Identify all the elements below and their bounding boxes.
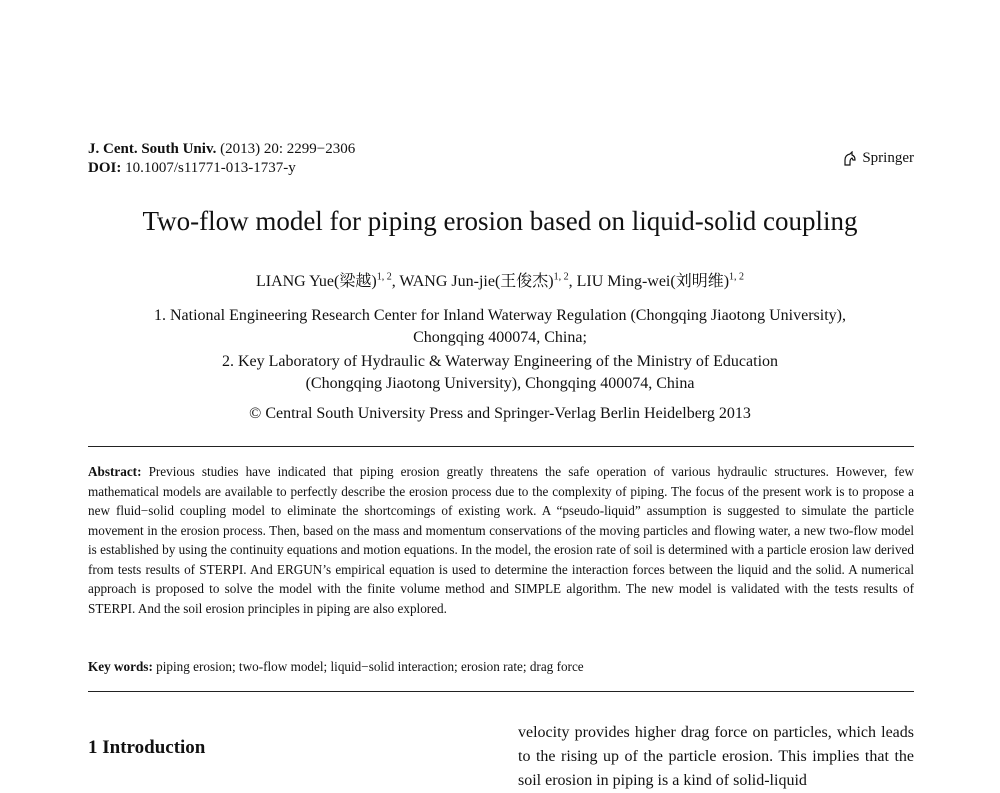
author-affiliation-marker: 1, 2 bbox=[553, 271, 569, 283]
affiliation-line: Chongqing 400074, China; bbox=[413, 329, 587, 346]
affiliation-2 bbox=[0, 351, 1000, 395]
divider bbox=[88, 691, 914, 692]
affiliation-line: (Chongqing Jiaotong University), Chongqing 400074, China bbox=[305, 375, 695, 392]
author-affiliation-marker: 1, 2 bbox=[729, 271, 745, 283]
body-text-column-2: velocity provides higher drag force on particles, which leads to the rising up of the particle erosion. This implies that the soil erosion in piping is a kind of solid-liquid bbox=[518, 724, 914, 789]
author-name: LIANG Yue(梁越) bbox=[255, 273, 377, 290]
paper-title: Two-flow model for piping erosion based on liquid-solid coupling bbox=[142, 206, 858, 236]
journal-name: J. Cent. South Univ. bbox=[88, 141, 217, 157]
author-name: WANG Jun-jie(王俊杰) bbox=[399, 273, 554, 290]
author-name: LIU Ming-wei(刘明维) bbox=[576, 273, 730, 290]
copyright-notice: © Central South University Press and Springer-Verlag Berlin Heidelberg 2013 bbox=[249, 405, 751, 422]
publisher-logo bbox=[842, 150, 914, 167]
author-list: LIANG Yue(梁越)$^{1, 2}$, WANG Jun-jie(王俊杰)$^{1, 2}$, LIU Ming-wei(刘明维)$^{1, 2}$ bbox=[255, 271, 745, 290]
doi-label: DOI: bbox=[88, 160, 122, 176]
abstract bbox=[88, 462, 914, 618]
divider bbox=[88, 446, 914, 447]
keywords bbox=[88, 659, 584, 675]
springer-horse-icon bbox=[842, 151, 858, 167]
publisher-name: Springer bbox=[862, 150, 914, 166]
journal-citation bbox=[88, 140, 355, 178]
author-affiliation-marker: 1, 2 bbox=[376, 271, 392, 283]
affiliation-1 bbox=[0, 305, 1000, 349]
abstract-text: Previous studies have indicated that piping erosion greatly threatens the safe operation of various hydraulic structures. However, few mathematical models are available to perfectly describe the erosion process due to the complexity of piping. The focus of the present work is to propose a new fluid−solid coupling model to eliminate the shortcomings of existing work. A “pseudo-liquid” assumption is suggested to simulate the particle movement in the erosion process. Then, based on the mass and momentum conservations of the moving particles and flowing water, a new two-flow model is established by using the continuity equations and motion equations. In the model, the erosion rate of soil is determined with a particle erosion law derived from tests results of STERPI. And ERGUN’s empirical equation is used to determine the interaction forces between the liquid and the solid. A numerical approach is proposed to solve the model with the finite volume method and SIMPLE algorithm. The new model is validated with the tests results of STERPI. And the soil erosion principles in piping are also explored. bbox=[88, 464, 915, 616]
keywords-label: Key words: bbox=[88, 659, 153, 674]
affiliation-line: 1. National Engineering Research Center for Inland Waterway Regulation (Chongqing Jiaotong University), bbox=[153, 307, 846, 324]
keywords-text: piping erosion; two-flow model; liquid−solid interaction; erosion rate; drag force bbox=[156, 659, 584, 674]
doi-value[interactable]: 10.1007/s11771-013-1737-y bbox=[125, 160, 296, 176]
affiliation-line: 2. Key Laboratory of Hydraulic & Waterway Engineering of the Ministry of Education bbox=[221, 353, 779, 370]
section-heading: 1 Introduction bbox=[88, 737, 206, 758]
journal-ref: (2013) 20: 2299−2306 bbox=[220, 141, 356, 157]
abstract-label: Abstract: bbox=[88, 464, 142, 479]
